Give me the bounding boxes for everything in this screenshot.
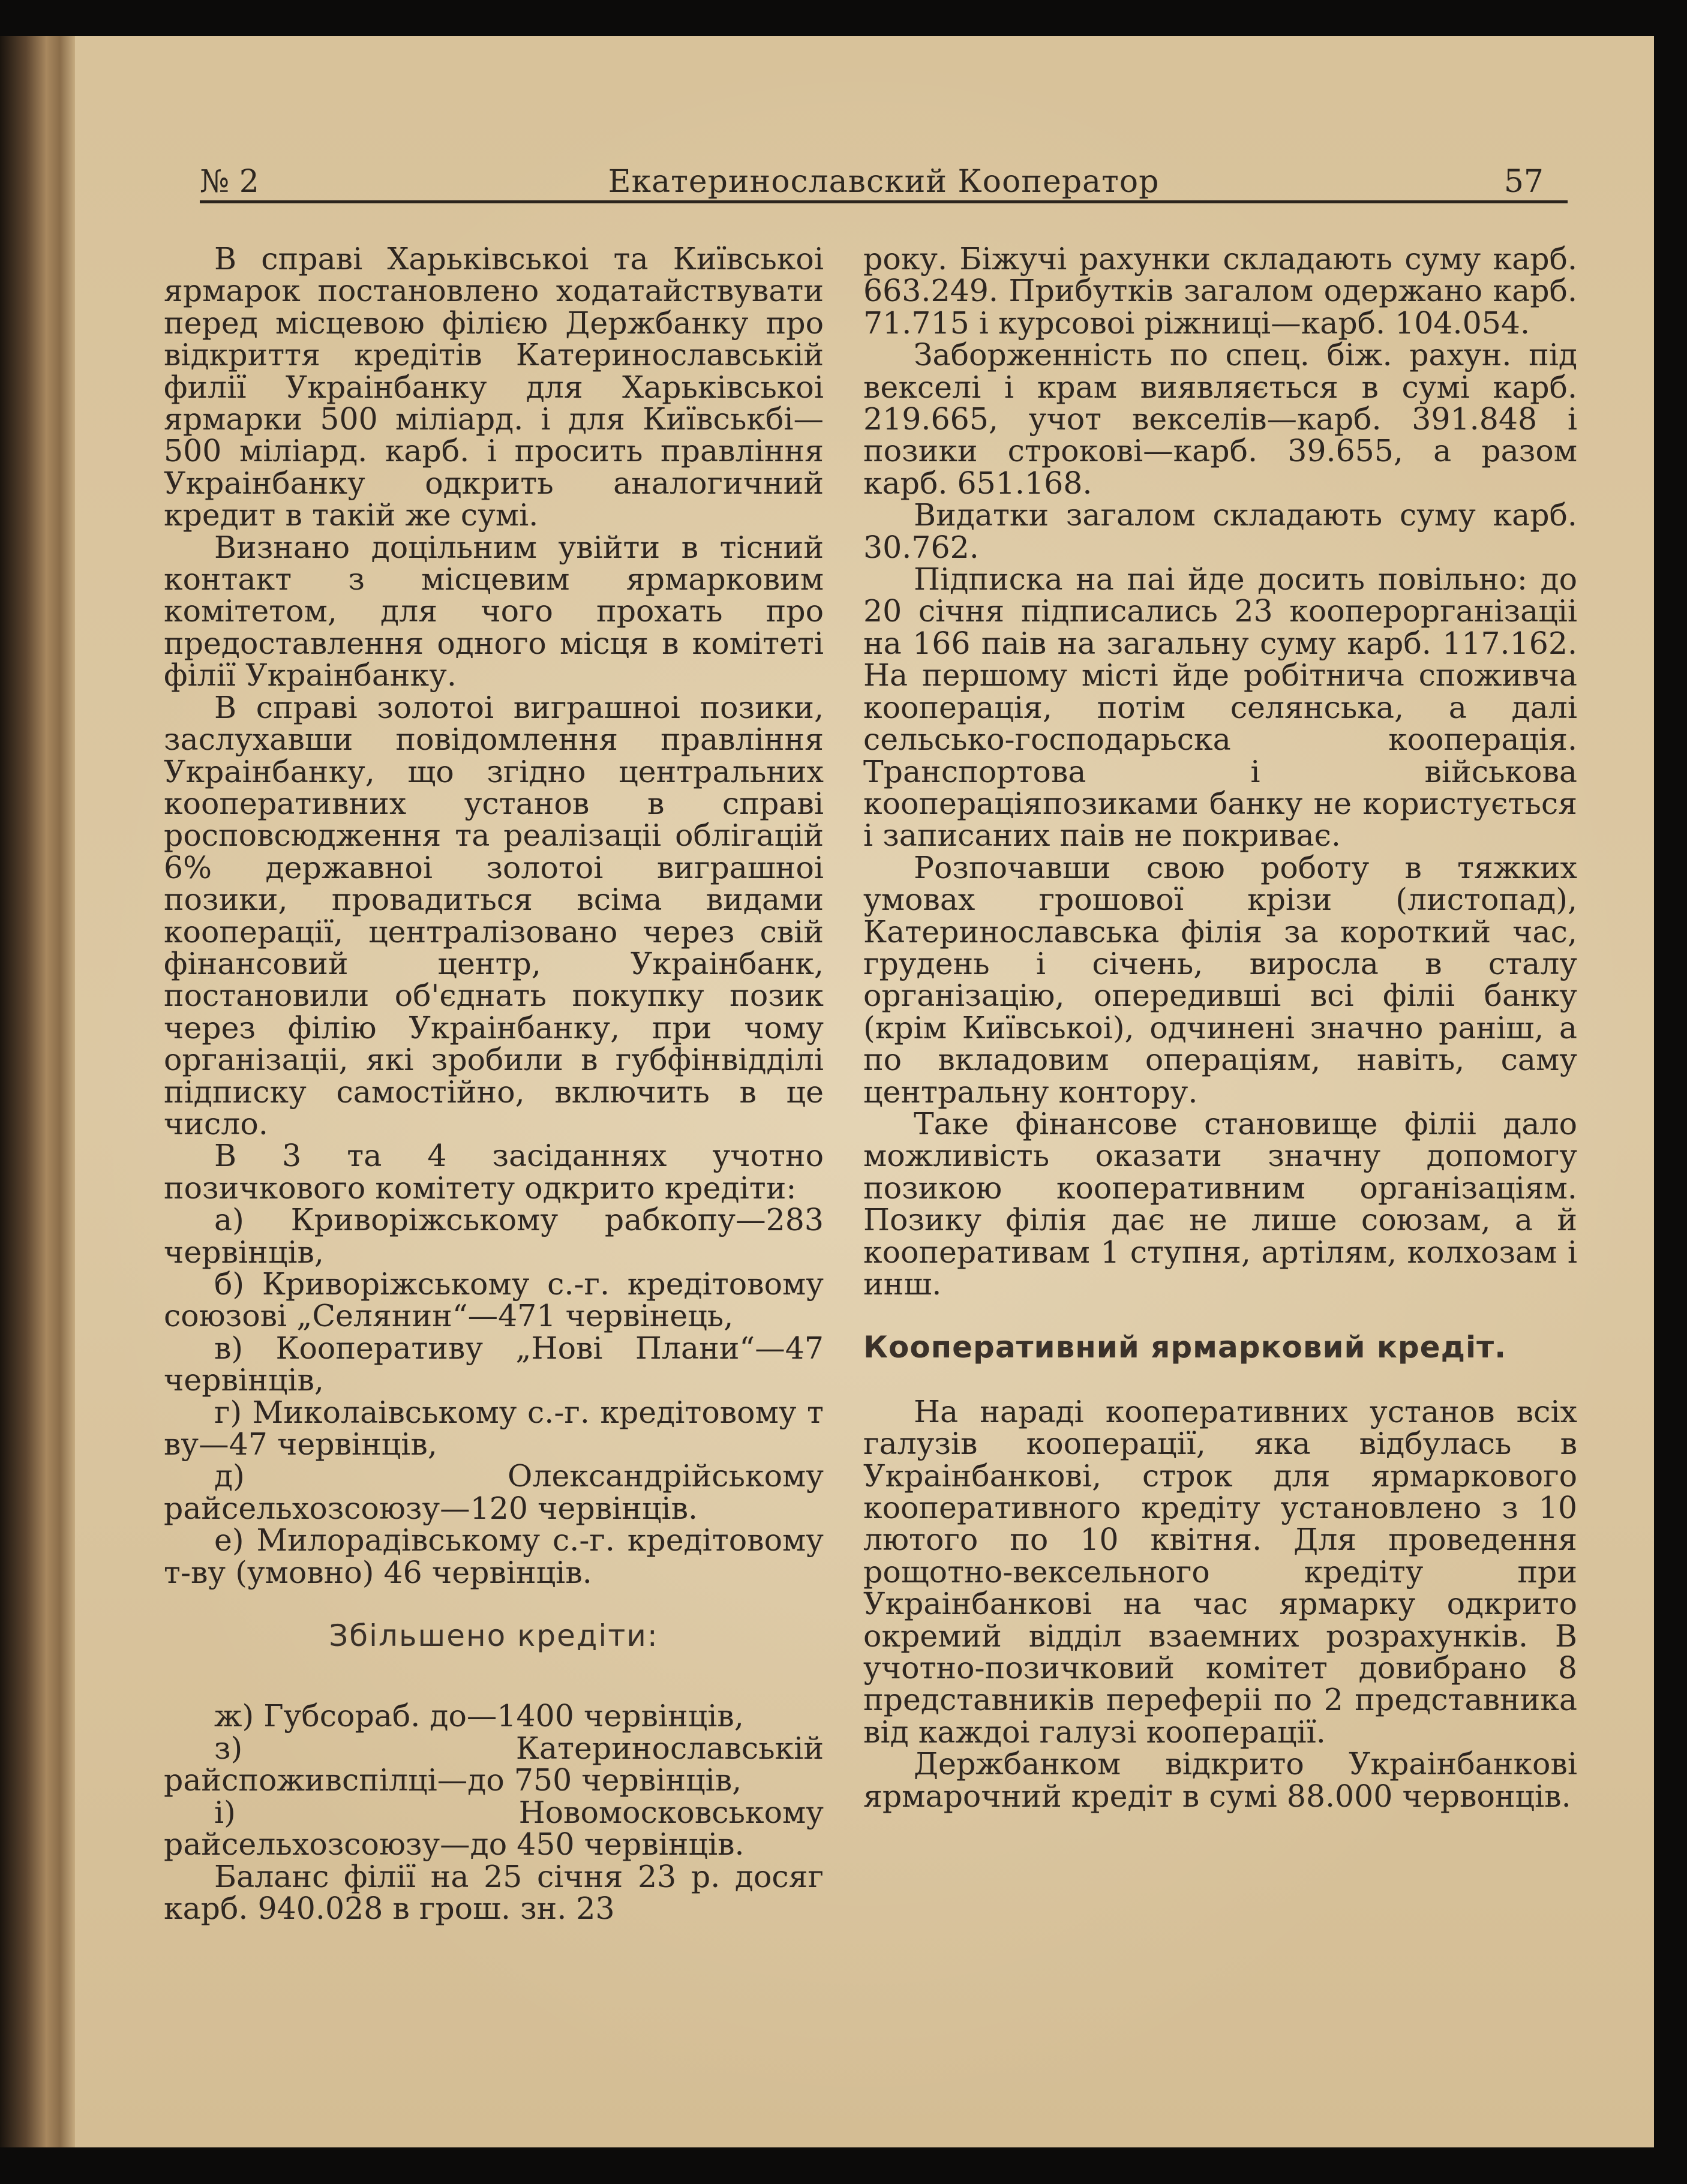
journal-title: Екатеринославский Кооператор	[608, 164, 1160, 200]
credit-item: е) Милорадівському с.-г. кредітовому т-ву (умовно) 46 червінців.	[164, 1522, 824, 1590]
paragraph: Баланс філії на 25 січня 23 р. досяг карб. 940.028 в грош. зн. 23	[164, 1858, 824, 1926]
paragraph: В справі Харьківськоі та Київськоі ярмарок постановлено ходатайствувати перед місцевою філією Держбанку про відкриття кредітів Катеринославській филії Украінбанку для Харьківськоі ярмарки 500 міліард. і для Київськбі—500 міліард. карб. і просить правління Украінбанку одкрить аналогичний кредит в такій же сумі.	[164, 241, 824, 533]
credit-item: а) Криворіжському рабкопу—283 червінців,	[164, 1202, 824, 1270]
section-heading: Кооперативний ярмарковий кредіт.	[863, 1330, 1507, 1365]
book-binding	[0, 36, 75, 2147]
subheading: Збільшено кредіти:	[329, 1618, 659, 1654]
spacer	[164, 1652, 824, 1700]
credit-item: і) Новомосковському райсельхозсоюзу—до 450 червінців.	[164, 1794, 824, 1862]
credit-item: б) Криворіжському с.-г. кредітовому союзові „Селянин“—471 червінець,	[164, 1266, 824, 1334]
journal-page	[75, 36, 1654, 2147]
spacer	[164, 1588, 824, 1620]
left-column	[164, 243, 824, 1924]
paragraph: Таке фінансове становище філіі дало можливість оказати значну допомогу позикою кооперативним організаціям. Позику філія дає не лише союзам, а й кооперативам 1 ступня, артілям, колхозам і инш.	[863, 1105, 1577, 1302]
paragraph: року. Біжучі рахунки складають суму карб. 663.249. Прибутків загалом одержано карб. 71.715 і курсовоі ріжниці—карб. 104.054.	[863, 241, 1577, 341]
paragraph: Підписка на паі йде досить повільно: до 20 січня підписались 23 кооперорганізаціі на 166 паів на загальну суму карб. 117.162. На першому місті йде робітнича споживча кооперація, потім селянська, а далі сельсько-господарьска кооперація. Транспортова і військова коопераціяпозиками банку не користується і записаних паів не покриває.	[863, 561, 1577, 854]
paragraph: Заборженність по спец. біж. рахун. під векселі і крам виявляється в сумі карб. 219.665, учот векселів—карб. 391.848 і позики строкові—карб. 39.655, а разом карб. 651.168.	[863, 337, 1577, 501]
spacer	[863, 1300, 1577, 1332]
credit-item: г) Миколаівському с.-г. кредітовому т ву—47 червінців,	[164, 1394, 824, 1462]
running-header	[200, 163, 1568, 203]
paragraph: Визнано доцільним увійти в тісний контакт з місцевим ярмарковим комітетом, для чого прохать про предоставлення одного місця в комітеті філії Украінбанку.	[164, 529, 824, 693]
issue-number: № 2	[200, 164, 259, 200]
credit-item: д) Олександрійському райсельхозсоюзу—120 червінців.	[164, 1458, 824, 1526]
paragraph: В справі золотоі виграшноі позики, заслухавши повідомлення правління Украінбанку, що згідно центральних кооперативних установ в справі росповсюдження та реалізаціі облігацій 6% державноі золотоі виграшноі позики, провадиться всіма видами кооперації, централізовано через свій фінансовий центр, Украінбанк, постановили об'єднать покупку позик через філію Украінбанку, при чому організаціі, які зробили в губфінвідділі підписку самостійно, включить в це число.	[164, 689, 824, 1141]
paragraph: Розпочавши свою роботу в тяжких умовах грошової крізи (листопад), Катеринославська філія за короткий час, грудень і січень, виросла в сталу організацію, опередивші всі філіі банку (крім Київськоі), одчинені значно раніш, а по вкладовим операціям, навіть, саму центральну контору.	[863, 849, 1577, 1110]
paragraph: Видатки загалом складають суму карб. 30.762.	[863, 497, 1577, 565]
credit-item: в) Кооперативу „Нові Плани“—47 червінців,	[164, 1330, 824, 1398]
paragraph: На нараді кооперативних установ всіх галузів кооперації, яка відбулась в Украінбанкові, строк для ярмаркового кооперативного кредіту установлено з 10 лютого по 10 квітня. Для проведення рощотно-вексельного кредіту при Украінбанкові на час ярмарку одкрито окремий відділ взаемних розрахунків. В учотно-позичковий комітет довибрано 8 представників переферіі по 2 представника від каждоі галузі кооперації.	[863, 1393, 1577, 1750]
page-number: 57	[1503, 164, 1544, 200]
paragraph: Держбанком відкрито Украінбанкові ярмарочний кредіт в сумі 88.000 червонців.	[863, 1746, 1577, 1814]
credit-item: з) Катеринославській райспоживспілці—до 750 червінців,	[164, 1730, 824, 1798]
paragraph: В 3 та 4 засіданнях учотно позичкового комітету одкрито кредіти:	[164, 1138, 824, 1206]
right-column	[863, 243, 1577, 1812]
credit-item: ж) Губсораб. до—1400 червінців,	[214, 1698, 744, 1734]
spacer	[863, 1364, 1577, 1396]
